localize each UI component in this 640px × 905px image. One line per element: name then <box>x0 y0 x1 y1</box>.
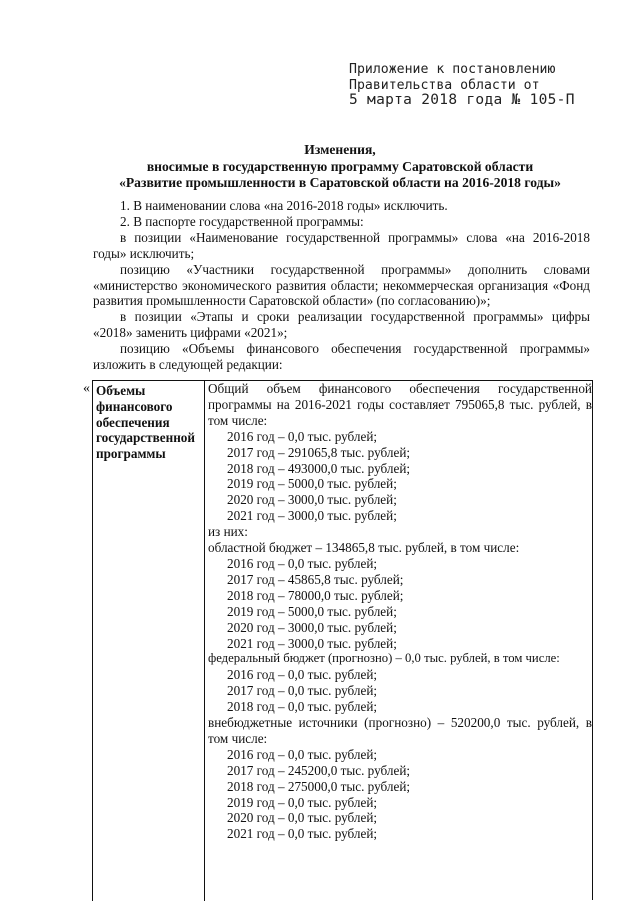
extrabudgetary-year-line: 2018 год – 275000,0 тыс. рублей; <box>227 778 411 794</box>
heading-title: Изменения, <box>304 142 376 157</box>
document-heading <box>80 142 600 192</box>
annex-header <box>349 62 599 109</box>
regional-year-line: 2020 год – 3000,0 тыс. рублей; <box>227 619 397 635</box>
regional-year-line: 2021 год – 3000,0 тыс. рублей; <box>227 635 397 651</box>
extrabudgetary-heading: внебюджетные источники (прогнозно) – 520200,0 тыс. рублей, в том числе: <box>208 715 592 746</box>
regional-year-line: 2016 год – 0,0 тыс. рублей; <box>227 555 378 571</box>
funding-table <box>92 380 593 901</box>
heading-line-3: «Развитие промышленности в Саратовской области на 2016-2018 годы» <box>119 175 561 190</box>
funding-details-cell <box>205 381 594 842</box>
regional-budget-heading: областной бюджет – 134865,8 тыс. рублей, в том числе: <box>208 540 520 556</box>
total-year-line: 2021 год – 3000,0 тыс. рублей; <box>227 508 397 524</box>
regional-year-line: 2017 год – 45865,8 тыс. рублей; <box>227 571 404 587</box>
label-line: программы <box>96 446 166 462</box>
amendment-text <box>93 198 590 373</box>
label-line: государственной <box>96 430 195 446</box>
federal-budget-heading: федеральный бюджет (прогнозно) – 0,0 тыс. рублей, в том числе: <box>208 651 560 666</box>
total-year-line: 2017 год – 291065,8 тыс. рублей; <box>227 444 411 460</box>
extrabudgetary-year-line: 2019 год – 0,0 тыс. рублей; <box>227 794 378 810</box>
extrabudgetary-year-line: 2021 год – 0,0 тыс. рублей; <box>227 826 378 842</box>
federal-year-line: 2017 год – 0,0 тыс. рублей; <box>227 683 378 699</box>
table-right-border <box>592 380 593 900</box>
extrabudgetary-year-line: 2017 год – 245200,0 тыс. рублей; <box>227 762 411 778</box>
federal-year-line: 2018 год – 0,0 тыс. рублей; <box>227 699 378 715</box>
label-line: Объемы <box>96 383 146 398</box>
total-year-line: 2020 год – 3000,0 тыс. рублей; <box>227 492 397 508</box>
annex-date: 5 марта 2018 года № 105-П <box>349 92 575 108</box>
funding-intro: Общий объем финансового обеспечения государственной программы на 2016-2021 годы составляет 795065,8 тыс. рублей, в том числе: <box>208 381 592 428</box>
opening-quote: « <box>83 381 90 396</box>
total-year-line: 2016 год – 0,0 тыс. рублей; <box>227 428 378 444</box>
annex-line-1: Приложение к постановлению <box>349 62 556 77</box>
paragraph-4: позицию «Участники государственной программы» дополнить словами «министерство экономического развития области; некоммерческая организация «Фонд развития промышленности Саратовской области» (по согласованию)»; <box>93 261 590 309</box>
heading-line-2: вносимые в государственную программу Саратовской области <box>146 158 534 174</box>
total-year-line: 2019 год – 5000,0 тыс. рублей; <box>227 476 397 492</box>
paragraph-1: 1. В наименовании слова «на 2016-2018 годы» исключить. <box>120 198 448 213</box>
funding-label <box>93 381 204 464</box>
paragraph-3: в позиции «Наименование государственной программы» слова «на 2016-2018 годы» исключить; <box>93 229 590 261</box>
regional-year-line: 2019 год – 5000,0 тыс. рублей; <box>227 603 397 619</box>
extrabudgetary-year-line: 2016 год – 0,0 тыс. рублей; <box>227 746 378 762</box>
extrabudgetary-year-line: 2020 год – 0,0 тыс. рублей; <box>227 810 378 826</box>
federal-year-line: 2016 год – 0,0 тыс. рублей; <box>227 667 378 683</box>
paragraph-5: в позиции «Этапы и сроки реализации государственной программы» цифры «2018» заменить цифрами «2021»; <box>93 309 590 341</box>
paragraph-2: 2. В паспорте государственной программы: <box>120 213 364 229</box>
total-year-line: 2018 год – 493000,0 тыс. рублей; <box>227 460 411 476</box>
of-them-label: из них: <box>208 524 248 540</box>
regional-year-line: 2018 год – 78000,0 тыс. рублей; <box>227 587 404 603</box>
label-line: финансового <box>96 398 173 414</box>
paragraph-6: позицию «Объемы финансового обеспечения государственной программы» изложить в следующей редакции: <box>93 341 590 373</box>
annex-line-2: Правительства области от <box>349 77 540 93</box>
label-line: обеспечения <box>96 414 170 430</box>
funding-label-cell <box>93 381 205 901</box>
